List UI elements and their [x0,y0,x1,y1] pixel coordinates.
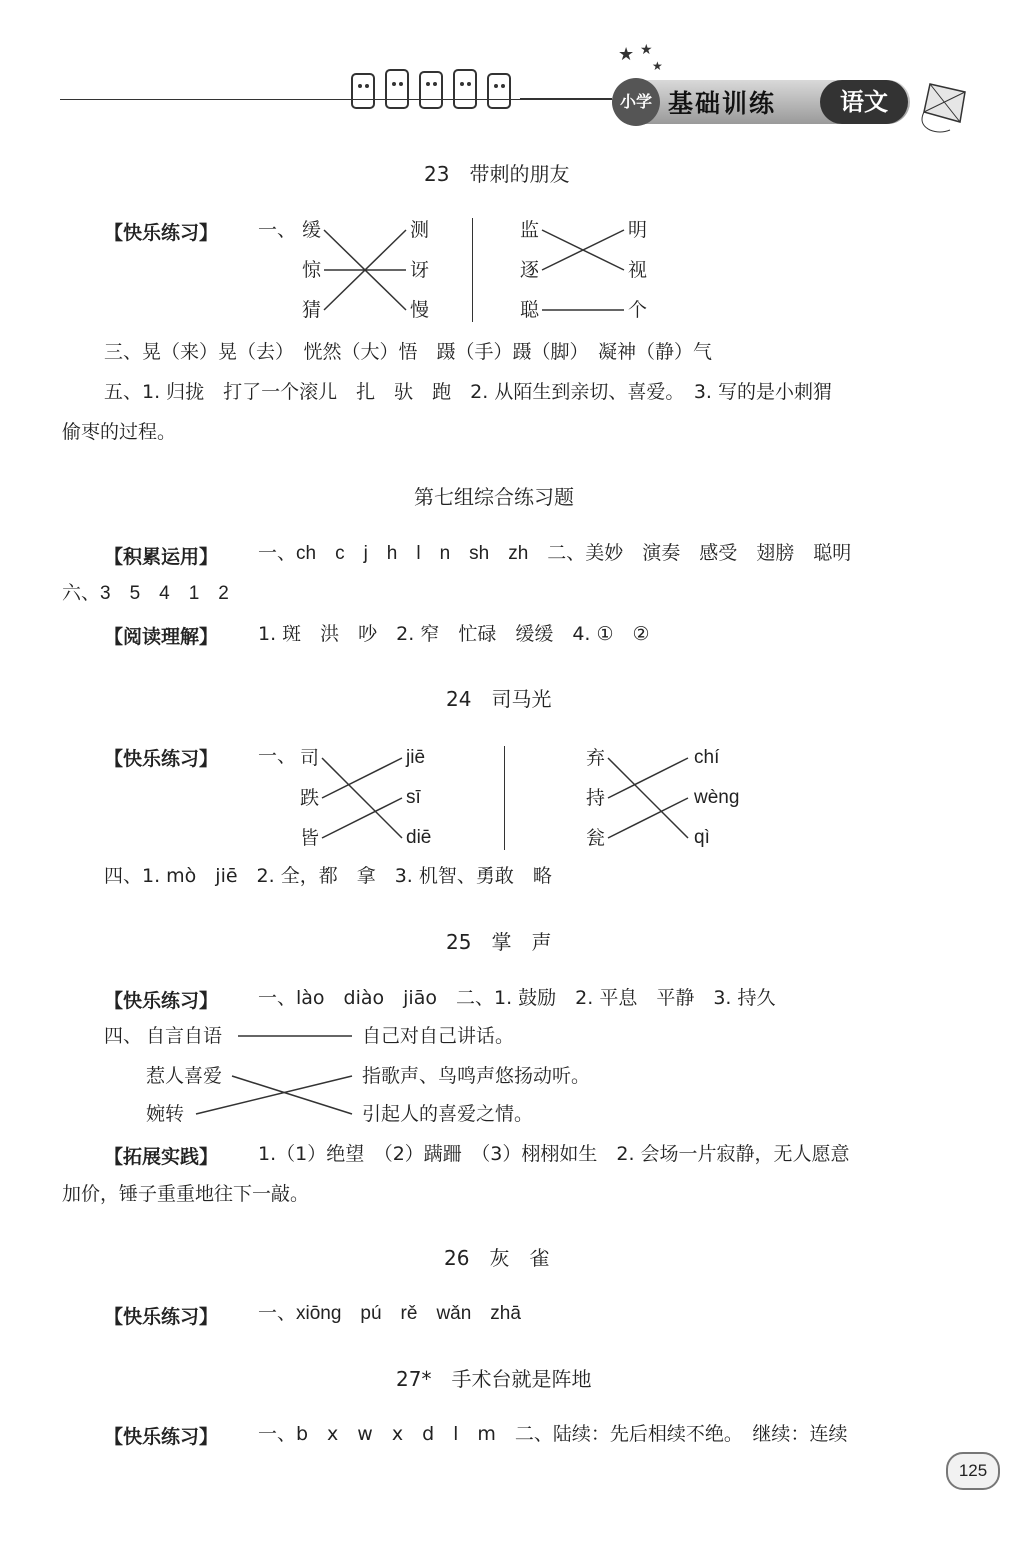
s25-ext-line2: 加价，锤子重重地往下一敲。 [62,1183,310,1205]
s25-match-line [232,1076,352,1114]
s23-left-b-2: 慢 [410,299,430,321]
s23-left-b-1: 讶 [410,259,430,281]
svg-text:★: ★ [618,44,635,65]
s7-line1: 一、ch c j h l n sh zh 二、美妙 演奏 感受 翅膀 聪明 [258,543,852,564]
s23-left-a-0: 缓 [302,219,322,241]
s26-label: 【快乐练习】 [104,1306,219,1328]
s25-q4-prefix: 四、 [104,1025,143,1047]
s25-label: 【快乐练习】 [104,990,219,1012]
s24-right-b-2: qì [694,827,710,848]
s24-match-line [322,758,402,838]
page-number: 125 [946,1452,1000,1490]
s23-right-b-0: 明 [628,219,648,241]
section-25-title: 25 掌 声 [446,930,552,954]
section-27-title: 27* 手术台就是阵地 [396,1367,592,1391]
s24-left-a-1: 跌 [300,787,320,809]
s23-q5-line1: 五、1. 归拢 打了一个滚儿 扎 驮 跑 2. 从陌生到亲切、喜爱。 3. 写的是小刺猬 [104,381,833,403]
s24-right-a-1: 持 [586,787,606,809]
s24-left-a-2: 皆 [300,827,320,849]
s23-left-a-2: 猜 [302,299,322,321]
s23-q3: 三、晃（来）晃（去） 恍然（大）悟 蹑（手）蹑（脚） 凝神（静）气 [104,341,713,363]
s24-left-b-1: sī [406,787,421,808]
s23-right-b-2: 个 [628,299,648,321]
s23-left-a-1: 惊 [302,259,322,281]
s24-match-line [322,758,402,798]
s7-line3: 1. 斑 洪 吵 2. 窄 忙碌 缓缓 4. ① ② [258,623,650,645]
s24-match-line [608,758,688,838]
series-title: 基础训练 [668,89,777,118]
s24-q4: 四、1. mò jiē 2. 全，都 拿 3. 机智、勇敢 略 [104,865,552,887]
s25-label-2: 【拓展实践】 [104,1146,219,1168]
s27-label: 【快乐练习】 [104,1426,219,1448]
s27-line1: 一、b x w x d l m 二、陆续：先后相续不绝。 继续：连续 [258,1423,848,1445]
s24-match-line [608,758,688,798]
s23-right-b-1: 视 [628,259,648,281]
svg-text:★: ★ [640,42,653,58]
subject-badge: 语文 [820,80,908,124]
s25-meaning-2: 引起人的喜爱之情。 [362,1103,534,1125]
s24-match-line [608,798,688,838]
s24-right-a-2: 瓮 [586,827,606,849]
s24-match-line [322,798,402,838]
s24-right-b-1: wèng [694,787,740,808]
section-23-title: 23 带刺的朋友 [424,162,570,186]
series-badge: 小学 [612,78,660,126]
s25-term-0: 自言自语 [146,1025,223,1047]
s7-label-2: 【阅读理解】 [104,626,219,648]
s23-q5-line2: 偷枣的过程。 [62,421,177,443]
s25-term-1: 惹人喜爱 [146,1065,223,1087]
s23-right-a-1: 逐 [520,259,540,281]
s7-label-1: 【积累运用】 [104,546,219,568]
s23-q1-prefix: 一、 [258,219,297,241]
section-24-title: 24 司马光 [446,687,552,711]
svg-text:★: ★ [652,59,663,73]
s24-left-a-0: 司 [300,747,320,769]
s25-meaning-1: 指歌声、鸟鸣声悠扬动听。 [362,1065,591,1087]
s7-line2: 六、3 5 4 1 2 [62,583,229,604]
s24-left-b-0: jiē [406,747,426,768]
section-26-title: 26 灰 雀 [444,1246,550,1270]
s24-label: 【快乐练习】 [104,748,219,770]
s23-right-a-0: 监 [520,219,540,241]
s24-right-a-0: 弃 [586,747,606,769]
s23-right-a-2: 聪 [520,299,540,321]
s25-meaning-0: 自己对自己讲话。 [362,1025,515,1047]
s24-q1-prefix: 一、 [258,745,297,767]
s25-line1: 一、lào diào jiāo 二、1. 鼓励 2. 平息 平静 3. 持久 [258,987,776,1009]
s25-term-2: 婉转 [146,1103,185,1125]
s24-divider [504,746,505,850]
s23-label: 【快乐练习】 [104,222,219,244]
s24-right-b-0: chí [694,747,720,768]
s26-line1: 一、xiōng pú rě wǎn zhā [258,1303,521,1324]
s23-left-b-0: 测 [410,219,430,241]
s25-ext-line1: 1.（1）绝望 （2）蹒跚 （3）栩栩如生 2. 会场一片寂静，无人愿意 [258,1143,850,1165]
section-7-title: 第七组综合练习题 [414,485,574,509]
s24-left-b-2: diē [406,827,432,848]
